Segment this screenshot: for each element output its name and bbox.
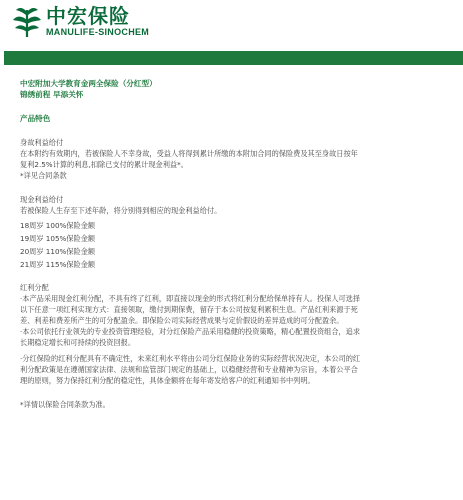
cash-benefit-intro: 若被保险人生存至下述年龄，将分别得到相应的现金利益给付。 [20, 206, 222, 215]
cash-benefit-item: 18周岁 100%保险金额 [20, 221, 96, 230]
brand-name-en: MANULIFE-SINOCHEM [46, 26, 150, 37]
dividend-para3-line: 利分配政策是在遵循国家法律、法规和监管部门规定的基础上，以稳健经营和专业精神为宗旨，本着公平合 [20, 365, 358, 374]
dividend-para1-line: ·本产品采用现金红利分配，不具有终了红利，即直接以现金的形式将红利分配给保单持有人。投保人可选择 [20, 294, 361, 303]
dividend-heading: 红利分配 [20, 283, 49, 292]
site-header [0, 0, 463, 50]
manulife-leaf-logo-icon [12, 4, 42, 38]
death-benefit-line: 在本附约有效期内，若被保险人不幸身故，受益人将得到累计所缴的本附加合同的保险费及其至身故日按年 [20, 149, 358, 158]
death-benefit-line: 复利2.5%计算的利息,扣除已支付的累计现金利益*。 [20, 160, 188, 169]
death-benefit-heading: 身故利益给付 [20, 138, 64, 147]
cash-benefit-item: 19周岁 105%保险金额 [20, 234, 96, 243]
product-title: 中宏附加大学教育金两全保险（分红型） [20, 79, 157, 88]
dividend-para1-line: 以下任意一项红利实现方式：直接领取，缴付到期保费，留存于本公司按复利累积生息。产品红利来源于死 [20, 305, 358, 314]
brand-logo[interactable] [12, 4, 149, 38]
dividend-para3-line: 理的原则，努力保持红利分配的稳定性，具体金额将在每年寄发给客户的红利通知书中列明。 [20, 376, 315, 385]
death-benefit-note: *详见合同条款 [20, 171, 67, 180]
dividend-footnote: *详情以保险合同条款为准。 [20, 400, 110, 409]
dividend-para1-line: 差、利差和费差所产生的可分配盈余。即保险公司实际经营成果与定价假设的差异造成的可分配盈余。 [20, 316, 344, 325]
brand-name-cn: 中宏保险 [46, 3, 130, 28]
cash-benefit-item: 20周岁 110%保险金额 [20, 247, 96, 256]
cash-benefit-item: 21周岁 115%保险金额 [20, 260, 96, 269]
header-green-bar [4, 51, 463, 65]
dividend-para3-line: ·分红保险的红利分配具有不确定性，未来红利水平将由公司分红保险业务的实际经营状况决定，本公司的红 [20, 354, 361, 363]
dividend-para2-line: 长期稳定增长和可持续的投资回报。 [20, 338, 136, 347]
product-content [20, 78, 456, 410]
cash-benefit-heading: 现金利益给付 [20, 195, 64, 204]
product-slogan: 锦绣前程 早添关怀 [20, 90, 84, 99]
features-heading: 产品特色 [20, 114, 51, 123]
dividend-para2-line: ·本公司依托行业领先的专业投资管理经验，对分红保险产品采用稳健的投资策略，精心配置投资组合，追求 [20, 327, 361, 336]
